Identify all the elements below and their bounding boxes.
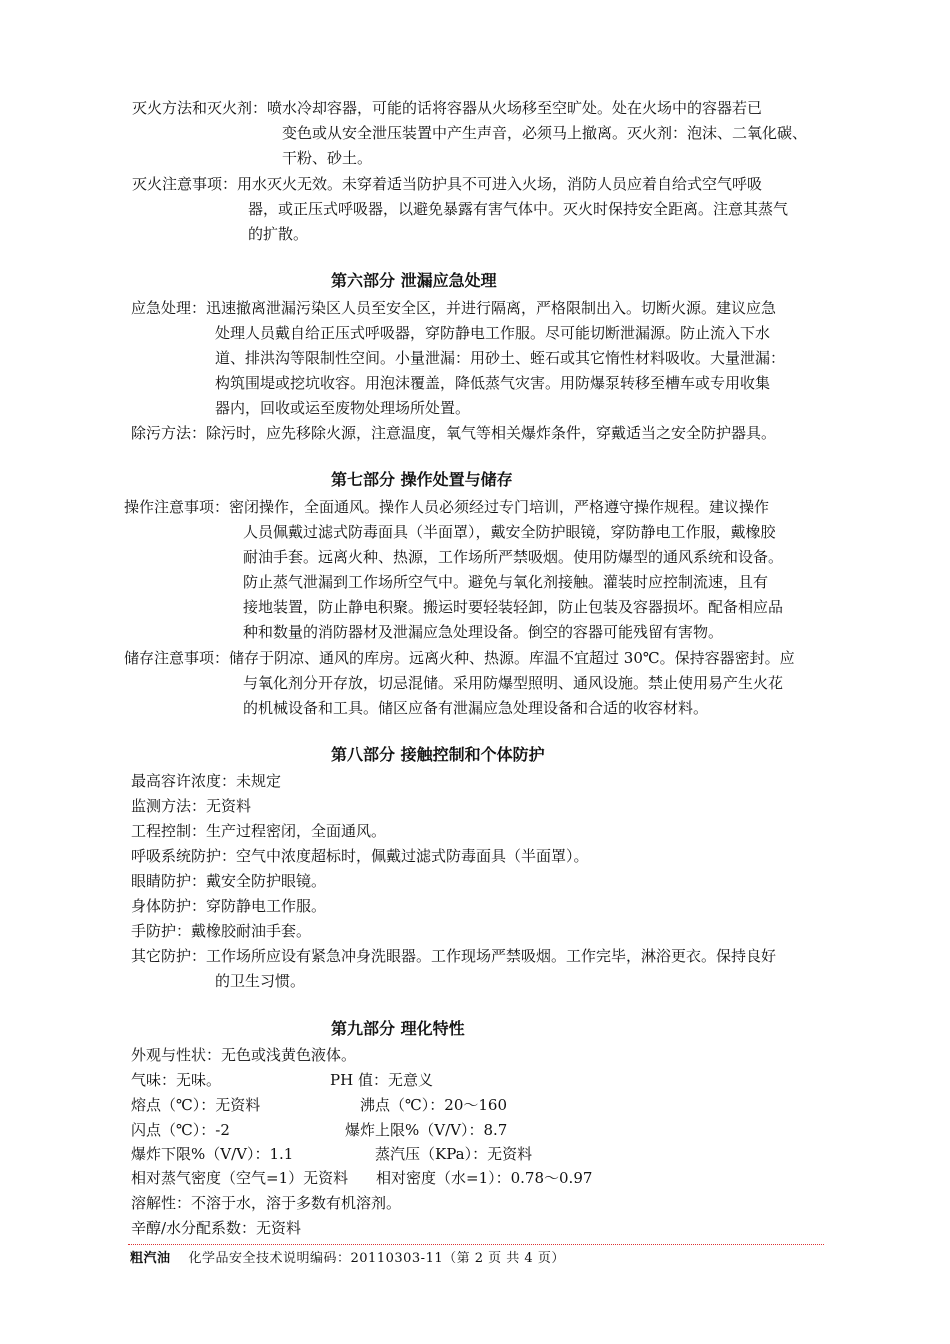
respiratory-protection: 呼吸系统防护：空气中浓度超标时，佩戴过滤式防毒面具（半面罩）。	[131, 847, 589, 865]
vapor-pressure: 蒸汽压（KPa）：无资料	[375, 1145, 533, 1163]
section-9-title: 第九部分 理化特性	[331, 1019, 465, 1038]
appearance: 外观与性状：无色或浅黄色液体。	[131, 1046, 357, 1064]
fire-notes-line-1: 灭火注意事项：用水灭火无效。未穿着适当防护具不可进入火场，消防人员应着自给式空气呼吸	[132, 175, 763, 193]
emergency-line-1: 应急处理：迅速撤离泄漏污染区人员至安全区，并进行隔离，严格限制出入。切断火源。建议应急	[131, 299, 777, 317]
relative-vapor-density: 相对蒸气密度（空气=1）无资料	[131, 1169, 349, 1187]
handling-line-6: 种和数量的消防器材及泄漏应急处理设备。倒空的容器可能残留有害物。	[243, 623, 724, 641]
fire-method-line-3: 干粉、砂土。	[282, 149, 373, 167]
ph-value: PH 值：无意义	[330, 1071, 433, 1089]
storage-line-2: 与氧化剂分开存放，切忌混储。采用防爆型照明、通风设施。禁止使用易产生火花	[243, 674, 784, 692]
decontamination-line: 除污方法：除污时，应先移除火源，注意温度，氧气等相关爆炸条件，穿戴适当之安全防护器具。	[131, 424, 777, 442]
storage-line-1: 储存注意事项：储存于阴凉、通风的库房。远离火种、热源。库温不宜超过 30℃。保持容器密封。应	[124, 649, 795, 667]
fire-notes-line-3: 的扩散。	[248, 225, 309, 243]
section-7-title: 第七部分 操作处置与储存	[331, 470, 513, 489]
handling-line-1: 操作注意事项：密闭操作，全面通风。操作人员必须经过专门培训，严格遵守操作规程。建议操作	[124, 498, 770, 516]
monitoring-method: 监测方法：无资料	[131, 797, 252, 815]
explosion-lower-limit: 爆炸下限%（V/V）：1.1	[131, 1145, 294, 1163]
footer-product-name: 粗汽油	[130, 1251, 171, 1266]
other-protection-line-2: 的卫生习惯。	[215, 972, 306, 990]
emergency-line-3: 道、排洪沟等限制性空间。小量泄漏：用砂土、蛭石或其它惰性材料吸收。大量泄漏：	[215, 349, 786, 367]
other-protection-line-1: 其它防护：工作场所应设有紧急冲身洗眼器。工作现场严禁吸烟。工作完毕，淋浴更衣。保持良好	[131, 947, 777, 965]
handling-line-5: 接地装置，防止静电积聚。搬运时要轻装轻卸，防止包装及容器损坏。配备相应品	[243, 598, 784, 616]
partition-coefficient: 辛醇/水分配系数：无资料	[131, 1219, 302, 1237]
flash-point: 闪点（℃）：-2	[131, 1121, 230, 1139]
body-protection: 身体防护：穿防静电工作服。	[131, 897, 327, 915]
exposure-limit: 最高容许浓度：未规定	[131, 772, 282, 790]
explosion-upper-limit: 爆炸上限%（V/V）：8.7	[345, 1121, 508, 1139]
emergency-line-4: 构筑围堤或挖坑收容。用泡沫覆盖，降低蒸气灾害。用防爆泵转移至槽车或专用收集	[215, 374, 771, 392]
eye-protection: 眼睛防护：戴安全防护眼镜。	[131, 872, 327, 890]
engineering-control: 工程控制：生产过程密闭，全面通风。	[131, 822, 387, 840]
solubility: 溶解性：不溶于水，溶于多数有机溶剂。	[131, 1194, 402, 1212]
odor: 气味：无味。	[131, 1071, 222, 1089]
hand-protection: 手防护：戴橡胶耐油手套。	[131, 922, 312, 940]
boiling-point: 沸点（℃）：20～160	[360, 1096, 507, 1114]
footer-divider	[128, 1244, 824, 1245]
fire-method-line-2: 变色或从安全泄压装置中产生声音，必须马上撤离。灭火剂：泡沫、二氧化碳、	[282, 124, 808, 142]
section-6-title: 第六部分 泄漏应急处理	[331, 271, 497, 290]
section-8-title: 第八部分 接触控制和个体防护	[331, 745, 545, 764]
handling-line-2: 人员佩戴过滤式防毒面具（半面罩），戴安全防护眼镜，穿防静电工作服，戴橡胶	[243, 523, 776, 541]
fire-notes-line-2: 器，或正压式呼吸器，以避免暴露有害气体中。灭火时保持安全距离。注意其蒸气	[248, 200, 789, 218]
emergency-line-2: 处理人员戴自给正压式呼吸器，穿防静电工作服。尽可能切断泄漏源。防止流入下水	[215, 324, 771, 342]
fire-method-line-1: 灭火方法和灭火剂：喷水冷却容器，可能的话将容器从火场移至空旷处。处在火场中的容器若已	[132, 99, 763, 117]
footer-document-code: 化学品安全技术说明编码：20110303-11（第 2 页 共 4 页）	[188, 1251, 565, 1266]
relative-density: 相对密度（水=1）：0.78～0.97	[376, 1169, 593, 1187]
emergency-line-5: 器内，回收或运至废物处理场所处置。	[215, 399, 471, 417]
storage-line-3: 的机械设备和工具。储区应备有泄漏应急处理设备和合适的收容材料。	[243, 699, 709, 717]
handling-line-4: 防止蒸气泄漏到工作场所空气中。避免与氧化剂接触。灌装时应控制流速，且有	[243, 573, 769, 591]
page-footer	[130, 1247, 565, 1266]
melting-point: 熔点（℃）：无资料	[131, 1096, 261, 1114]
handling-line-3: 耐油手套。远离火种、热源，工作场所严禁吸烟。使用防爆型的通风系统和设备。	[243, 548, 784, 566]
